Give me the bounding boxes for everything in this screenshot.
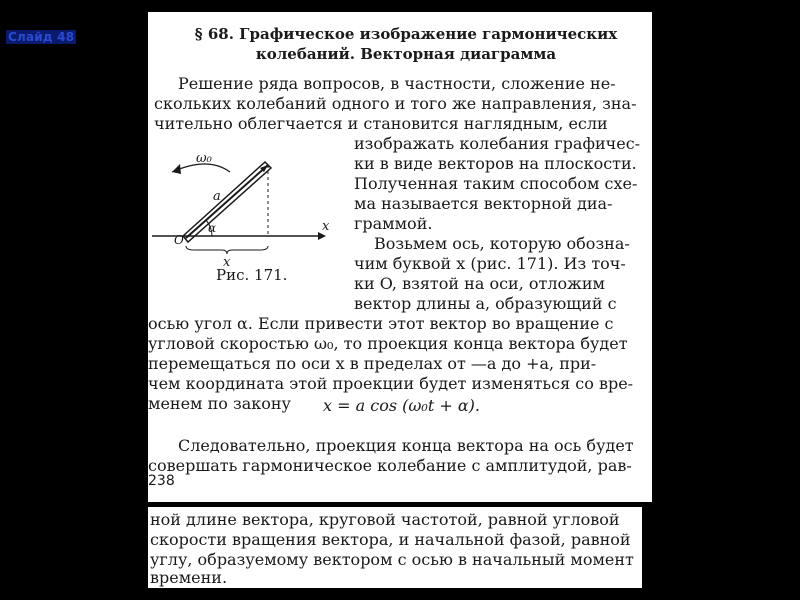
text-line: ки O, взятой на оси, отложим [354, 274, 605, 293]
figure-caption: Рис. 171. [216, 266, 288, 284]
section-title [176, 24, 636, 64]
vector-line [186, 165, 268, 238]
title-line-2: колебаний. Векторная диаграмма [255, 45, 557, 63]
continuation-line: скорости вращения вектора, и начальной фазой, равной [150, 530, 631, 549]
vector-diagram-figure [150, 150, 330, 270]
text-line: осью угол α. Если привести этот вектор во вращение с [148, 314, 614, 333]
text-line: чем координата этой проекции будет изменяться со вре- [148, 374, 634, 393]
textbook-page [148, 12, 652, 502]
origin-label: O [174, 233, 184, 247]
text-line: Решение ряда вопросов, в частности, сложение не- [178, 74, 616, 93]
angle-alpha-label: α [208, 221, 217, 235]
text-line: Полученная таким способом схе- [354, 174, 638, 193]
text-line: Следовательно, проекция конца вектора на ось будет [178, 436, 634, 455]
continuation-line: углу, образуемому вектором с осью в начальный момент [150, 550, 634, 569]
projection-bracket [186, 246, 268, 254]
title-line-1: § 68. Графическое изображение гармонических [194, 25, 618, 43]
omega-label: ω₀ [196, 151, 212, 166]
text-line: менем по закону [148, 394, 291, 413]
slide-number-label: Слайд 48 [8, 30, 75, 44]
text-line: угловой скоростью ω₀, то проекция конца вектора будет [148, 334, 628, 353]
text-line: ки в виде векторов на плоскости. [354, 154, 637, 173]
vector-length-label: a [213, 189, 221, 204]
text-line: скольких колебаний одного и того же направления, зна- [154, 94, 637, 113]
page-number: 238 [148, 473, 175, 489]
continuation-page [148, 507, 652, 588]
text-line: вектор длины a, образующий с [354, 294, 617, 313]
text-line: Возьмем ось, которую обозна- [374, 234, 630, 253]
formula: x = a cos (ω₀t + α). [323, 396, 480, 415]
projection-label: x [223, 255, 231, 270]
continuation-line: времени. [150, 568, 228, 587]
x-axis-label: x [322, 219, 330, 234]
text-line: изображать колебания графичес- [354, 134, 641, 153]
scan-edge [642, 507, 652, 588]
text-line: совершать гармоническое колебание с амплитудой, рав- [148, 456, 632, 475]
text-line: перемещаться по оси x в пределах от —a до +a, при- [148, 354, 597, 373]
text-line: чительно облегчается и становится наглядным, если [154, 114, 608, 133]
text-line: граммой. [354, 214, 433, 233]
rotation-arrowhead [172, 164, 181, 174]
text-line: ма называется векторной диа- [354, 194, 613, 213]
text-line: чим буквой x (рис. 171). Из точ- [354, 254, 626, 273]
continuation-line: ной длине вектора, круговой частотой, равной угловой [150, 510, 620, 529]
